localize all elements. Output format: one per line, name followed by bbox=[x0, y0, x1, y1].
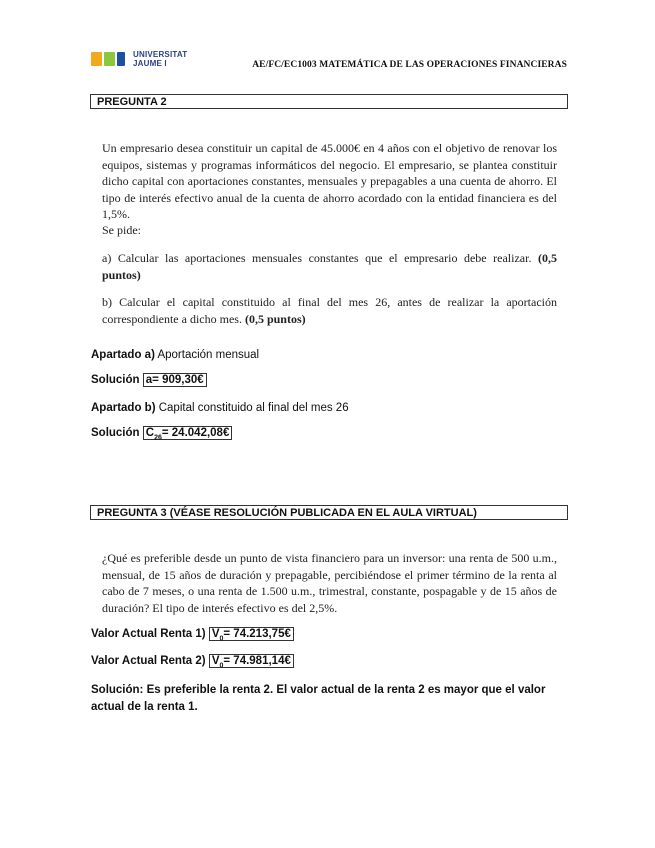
valor-actual-2-line bbox=[91, 655, 294, 669]
item-b-points: (0,5 puntos) bbox=[244, 311, 306, 326]
logo-text bbox=[133, 50, 187, 68]
item-a-points: (0,5 puntos) bbox=[102, 251, 557, 282]
solucion-b-sub: 26 bbox=[154, 434, 162, 442]
va1-sub: 0 bbox=[219, 635, 224, 643]
va2-amount: = 74.981,14€ bbox=[223, 655, 291, 667]
va1-amount: = 74.213,75€ bbox=[223, 628, 291, 640]
question-2-item-a bbox=[102, 250, 557, 283]
question-2-statement: Un empresario desea constituir un capital de 45.000€ en 4 años con el objetivo de renovar los equipos, sistemas y programas informáticos del negocio. El empresario, se plantea constituir dicho capital con aportaciones constantes, mensuales y prepagables a una cuenta de ahorro. El tipo de interés efectivo anual de la cuenta de ahorro acordado con la entidad financiera es del 1,5%. bbox=[102, 141, 557, 221]
valor-actual-1-label: Valor Actual Renta 1) bbox=[91, 628, 206, 640]
solucion-b-value bbox=[143, 426, 233, 440]
question-3-conclusion: Solución: Es preferible la renta 2. El valor actual de la renta 2 es mayor que el valor actual de la renta 1. bbox=[91, 684, 546, 713]
apartado-b-label: Apartado b) bbox=[91, 402, 156, 414]
university-logo bbox=[91, 49, 201, 69]
logo-mark-green bbox=[104, 52, 115, 66]
valor-actual-1-line bbox=[91, 628, 294, 642]
apartado-a-line bbox=[91, 349, 259, 361]
item-a-text: a) Calcular las aportaciones mensuales constantes que el empresario debe realizar. bbox=[102, 251, 532, 265]
course-title: AE/FC/EC1003 MATEMÁTICA DE LAS OPERACIONES FINANCIERAS bbox=[252, 60, 567, 70]
solucion-b-line bbox=[91, 427, 232, 441]
solucion-b-var: C bbox=[145, 427, 155, 439]
apartado-b-text: Capital constituido al final del mes 26 bbox=[158, 402, 349, 414]
logo-line1: UNIVERSITAT bbox=[133, 50, 188, 59]
solucion-a-line bbox=[91, 374, 207, 386]
apartado-b-line bbox=[91, 402, 349, 414]
question-3-heading: PREGUNTA 3 (VÉASE RESOLUCIÓN PUBLICADA EN EL AULA VIRTUAL) bbox=[90, 505, 568, 520]
question-3-statement: ¿Qué es preferible desde un punto de vista financiero para un inversor: una renta de 500 u.m., mensual, de 15 años de duración y prepagable, percibiéndose el primer término de la renta al cabo de 7 meses, o una renta de 1.500 u.m., trimestral, constante, pospagable y de 15 años de duración? El tipo de interés efectivo es del 2,5%. bbox=[102, 551, 557, 615]
solucion-a-value: a= 909,30€ bbox=[143, 373, 207, 387]
logo-line2: JAUME I bbox=[133, 59, 167, 68]
item-b-text: b) Calcular el capital constituido al final del mes 26, antes de realizar la aportación correspondiente a dicho mes. bbox=[102, 295, 557, 326]
apartado-a-text: Aportación mensual bbox=[157, 349, 260, 361]
logo-mark-blue bbox=[117, 52, 125, 66]
solucion-b-amount: = 24.042,08€ bbox=[161, 427, 230, 439]
valor-actual-1-value bbox=[209, 627, 294, 641]
question-2-heading: PREGUNTA 2 bbox=[90, 94, 568, 109]
se-pide: Se pide: bbox=[102, 223, 141, 237]
solucion-b-label: Solución bbox=[91, 427, 140, 439]
va2-var: V bbox=[211, 655, 220, 667]
va2-sub: 0 bbox=[219, 662, 224, 670]
question-2-item-b bbox=[102, 294, 557, 327]
valor-actual-2-value bbox=[209, 654, 294, 668]
valor-actual-2-label: Valor Actual Renta 2) bbox=[91, 655, 206, 667]
va1-var: V bbox=[211, 628, 220, 640]
logo-mark-yellow bbox=[91, 52, 102, 66]
solucion-a-label: Solución bbox=[91, 374, 140, 386]
apartado-a-label: Apartado a) bbox=[91, 349, 155, 361]
